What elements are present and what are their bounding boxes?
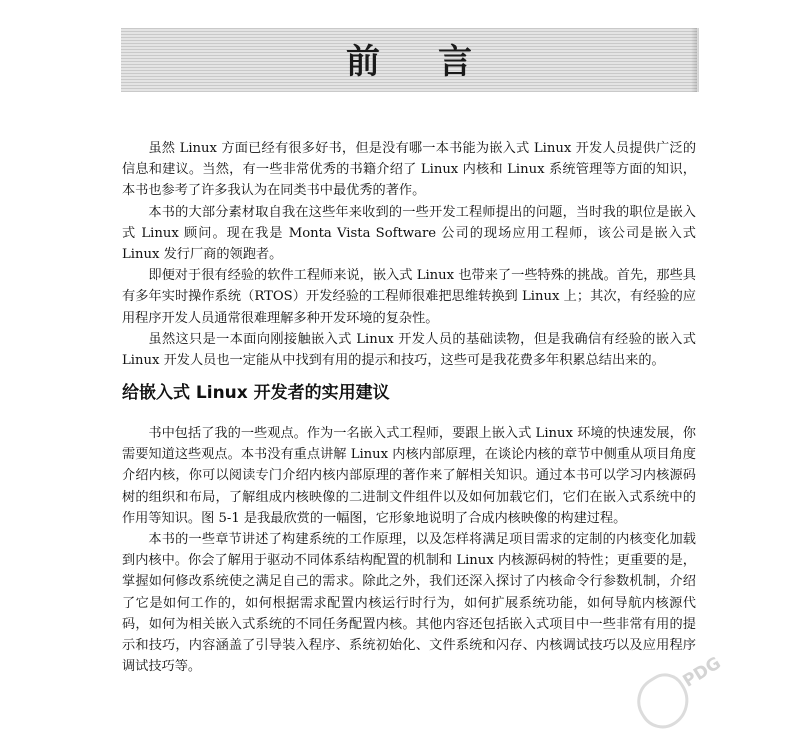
- paragraph: 书中包括了我的一些观点。作为一名嵌入式工程师，要跟上嵌入式 Linux 环境的快速发展，你需要知道这些观点。本书没有重点讲解 Linux 内核内部原理，在谈论内核的章节中侧重从项目角度介绍内核，你可以阅读专门介绍内核内部原理的著作来了解相关知识。通过本书可以学习内核源码树的组织和布局，了解组成内核映像的二进制文件组件以及如何加载它们，它们在嵌入式系统中的作用等知识。图 5-1 是我最欣赏的一幅图，它形象地说明了合成内核映像的构建过程。: [122, 426, 696, 526]
- intro-text: [122, 138, 696, 371]
- paragraph: 即便对于很有经验的软件工程师来说，嵌入式 Linux 也带来了一些特殊的挑战。首先，那些具有多年实时操作系统（RTOS）开发经验的工程师很难把思维转换到 Linux 上；其次，有经验的应用程序开发人员通常很难理解多种开发环境的复杂性。: [122, 268, 696, 326]
- section-heading: 给嵌入式 Linux 开发者的实用建议: [122, 383, 390, 403]
- page-title: 前言: [346, 42, 530, 82]
- watermark-text: PDG: [679, 653, 725, 692]
- chapter-header-band: [121, 28, 697, 92]
- paragraph: 本书的大部分素材取自我在这些年来收到的一些开发工程师提出的问题，当时我的职位是嵌入式 Linux 顾问。现在我是 Monta Vista Software 公司的现场应用工程师，该公司是嵌入式 Linux 发行厂商的领跑者。: [122, 204, 696, 263]
- paragraph: 本书的一些章节讲述了构建系统的工作原理，以及怎样将满足项目需求的定制的内核变化加载到内核中。你会了解用于驱动不同体系结构配置的机制和 Linux 内核源码树的特性；更重要的是，掌握如何修改系统使之满足自己的需求。除此之外，我们还深入探讨了内核命令行参数机制，介绍了它是如何工作的，如何根据需求配置内核运行时行为，如何扩展系统功能，如何导航内核源代码，如何为相关嵌入式系统的不同任务配置内核。其他内容还包括嵌入式项目中一些非常有用的提示和技巧，内容涵盖了引导装入程序、系统初始化、文件系统和闪存、内核调试技巧以及应用程序调试技巧等。: [122, 532, 696, 675]
- section-text: [122, 423, 696, 677]
- paragraph: 虽然这只是一本面向刚接触嵌入式 Linux 开发人员的基础读物，但是我确信有经验的嵌入式 Linux 开发人员也一定能从中找到有用的提示和技巧，这些可是我花费多年积累总结出来的。: [122, 331, 696, 369]
- paragraph: 虽然 Linux 方面已经有很多好书，但是没有哪一本书能为嵌入式 Linux 开发人员提供广泛的信息和建议。当然，有一些非常优秀的书籍介绍了 Linux 内核和 Linux 系统管理等方面的知识，本书也参考了许多我认为在同类书中最优秀的著作。: [122, 141, 696, 199]
